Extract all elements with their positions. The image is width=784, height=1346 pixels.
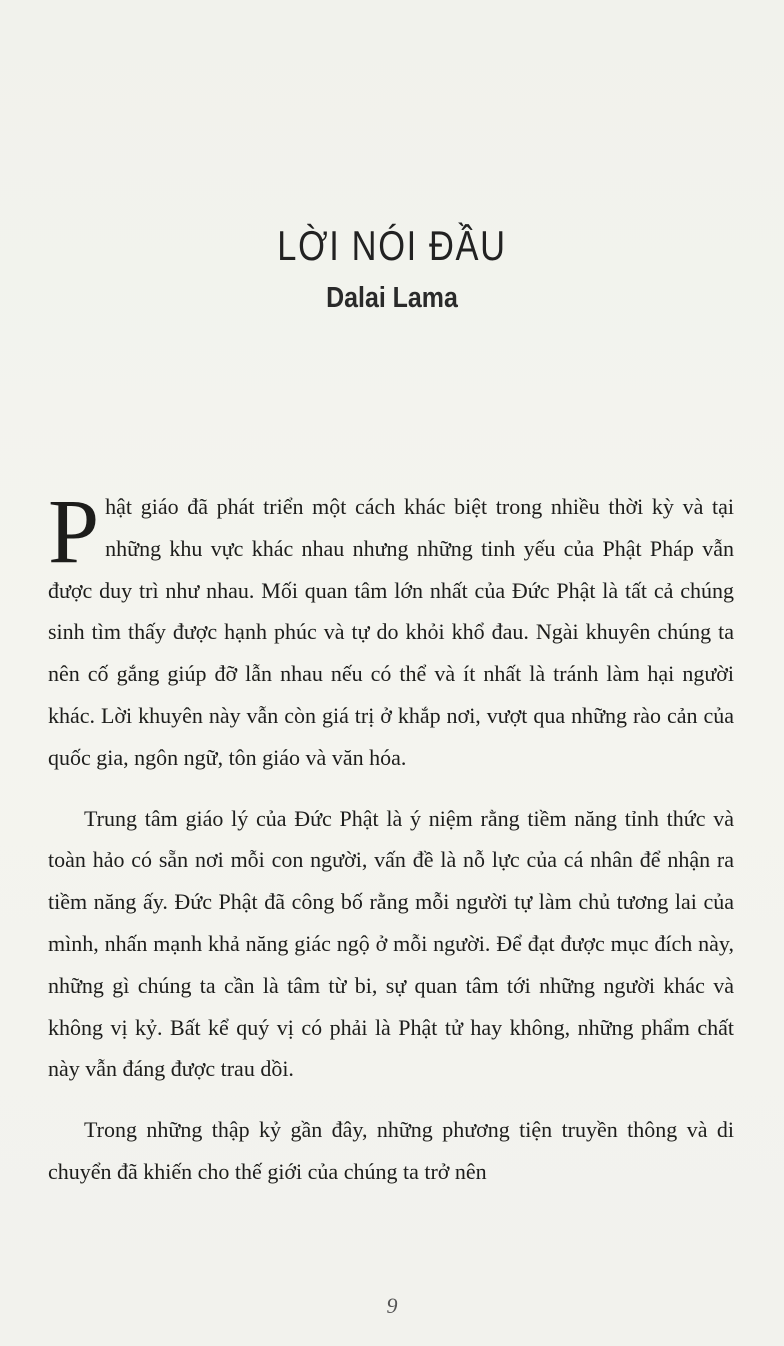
paragraph-2: Trung tâm giáo lý của Đức Phật là ý niệm rằng tiềm năng tỉnh thức và toàn hảo có sẵn nơi mỗi con người, vấn đề là nỗ lực của cá nhân để nhận ra tiềm năng ấy. Đức Phật đã công bố rằng mỗi người tự làm chủ tương lai của mình, nhấn mạnh khả năng giác ngộ ở mỗi người. Để đạt được mục đích này, những gì chúng ta cần là tâm từ bi, sự quan tâm tới những người khác và không vị kỷ. Bất kể quý vị có phải là Phật tử hay không, những phẩm chất này vẫn đáng được trau dồi. <box>48 805 734 1082</box>
drop-cap: P <box>48 480 100 582</box>
paragraph-1 <box>48 480 734 779</box>
chapter-title: LỜI NÓI ĐẦU <box>277 222 507 269</box>
body-text <box>48 480 734 1212</box>
paragraph-3: Trong những thập kỷ gần đây, những phương tiện truyền thông và di chuyển đã khiến cho thế giới của chúng ta trở nên <box>48 1117 734 1184</box>
paragraph-1-text: hật giáo đã phát triển một cách khác biệt trong nhiều thời kỳ và tại những khu vực khác nhau nhưng những tinh yếu của Phật Pháp vẫn được duy trì như nhau. Mối quan tâm lớn nhất của Đức Phật là tất cả chúng sinh tìm thấy được hạnh phúc và tự do khỏi khổ đau. Ngài khuyên chúng ta nên cố gắng giúp đỡ lẫn nhau nếu có thể và ít nhất là tránh làm hại người khác. Lời khuyên này vẫn còn giá trị ở khắp nơi, vượt qua những rào cản của quốc gia, ngôn ngữ, tôn giáo và văn hóa. <box>48 494 734 770</box>
chapter-author: Dalai Lama <box>326 282 458 314</box>
page-number: 9 <box>386 1293 398 1318</box>
